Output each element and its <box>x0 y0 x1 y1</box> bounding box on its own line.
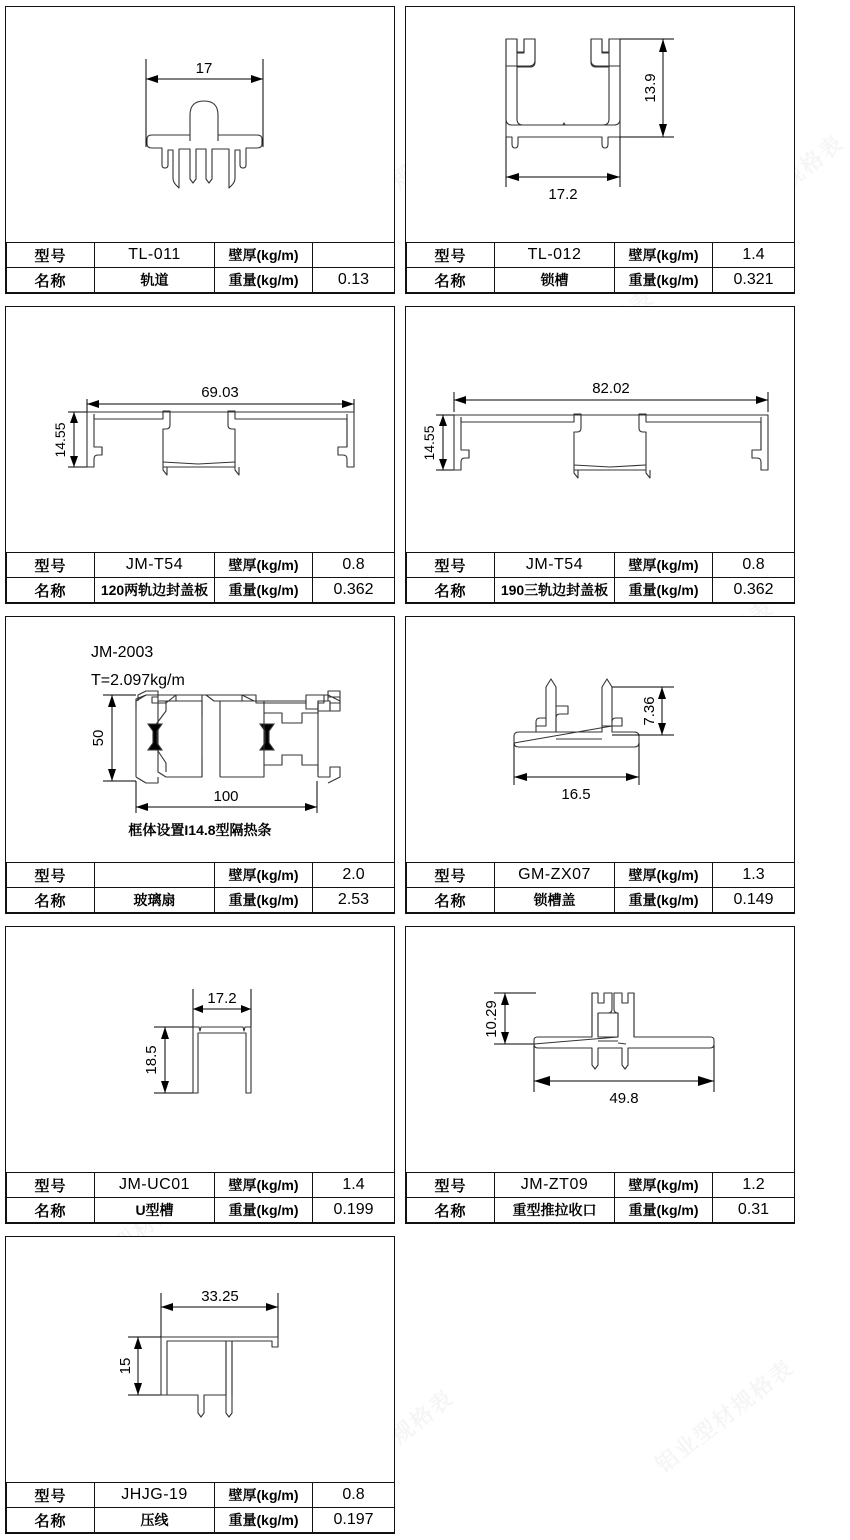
value-name: 120两轨边封盖板 <box>95 578 215 603</box>
dimension-82-02 <box>454 380 768 412</box>
label-thickness: 壁厚(kg/m) <box>615 1173 713 1198</box>
svg-text:15: 15 <box>117 1357 134 1375</box>
table-row <box>7 888 395 913</box>
dimension-10-29 <box>483 993 536 1044</box>
value-name: 锁槽盖 <box>495 888 615 913</box>
value-name: 重型推拉收口 <box>495 1198 615 1223</box>
table-row <box>407 1173 795 1198</box>
value-name: 轨道 <box>95 268 215 293</box>
svg-text:33.25: 33.25 <box>201 1288 239 1305</box>
label-name: 名称 <box>407 578 495 603</box>
spec-table-jm-t54-190 <box>406 552 795 603</box>
label-thickness: 壁厚(kg/m) <box>615 243 713 268</box>
label-name: 名称 <box>407 888 495 913</box>
table-row <box>407 268 795 293</box>
value-weight: 0.321 <box>713 268 795 293</box>
profile-card-jm-t54-190[interactable] <box>405 306 795 604</box>
table-row <box>7 553 395 578</box>
table-row <box>7 1173 395 1198</box>
svg-text:17.2: 17.2 <box>207 990 237 1007</box>
note-model-code: JM-2003 <box>91 644 154 661</box>
profile-drawing-tl-012 <box>406 7 794 242</box>
table-row <box>7 863 395 888</box>
label-model: 型号 <box>407 243 495 268</box>
svg-text:14.55: 14.55 <box>421 425 437 461</box>
dimension-15 <box>117 1337 162 1395</box>
value-name: 锁槽 <box>495 268 615 293</box>
profile-drawing-jm-uc01 <box>6 927 394 1172</box>
profile-drawing-gm-zx07 <box>406 617 794 862</box>
spec-table-tl-012 <box>406 242 795 293</box>
value-weight: 0.362 <box>313 578 395 603</box>
spec-table-jm-zt09 <box>406 1172 795 1223</box>
dimension-17 <box>146 59 263 147</box>
label-model: 型号 <box>7 863 95 888</box>
svg-text:10.29: 10.29 <box>483 1000 500 1038</box>
label-weight: 重量(kg/m) <box>215 268 313 293</box>
value-model: GM-ZX07 <box>495 863 615 888</box>
svg-text:49.8: 49.8 <box>609 1090 639 1107</box>
label-model: 型号 <box>7 1173 95 1198</box>
profile-card-gm-zx07[interactable] <box>405 616 795 914</box>
profile-drawing-jm-t54-190 <box>406 307 794 552</box>
dimension-18-5 <box>143 1027 196 1093</box>
value-weight: 0.199 <box>313 1198 395 1223</box>
dimension-33-25 <box>161 1288 278 1345</box>
profile-card-tl-012[interactable] <box>405 6 795 294</box>
label-thickness: 壁厚(kg/m) <box>615 863 713 888</box>
svg-text:50: 50 <box>90 729 107 747</box>
dimension-14-55 <box>52 412 87 467</box>
svg-text:100: 100 <box>213 788 239 805</box>
value-thickness: 1.4 <box>713 243 795 268</box>
value-thickness <box>313 243 395 268</box>
table-row <box>407 863 795 888</box>
svg-text:17.2: 17.2 <box>548 186 578 203</box>
dimension-50 <box>90 695 136 781</box>
value-thickness: 0.8 <box>313 553 395 578</box>
spec-table-tl-011 <box>6 242 395 293</box>
table-row <box>407 243 795 268</box>
value-weight: 0.362 <box>713 578 795 603</box>
label-model: 型号 <box>407 1173 495 1198</box>
profile-card-jm-zt09[interactable] <box>405 926 795 1224</box>
label-name: 名称 <box>7 268 95 293</box>
dimension-13-9 <box>620 39 674 137</box>
label-thickness: 壁厚(kg/m) <box>215 553 313 578</box>
value-model: TL-011 <box>95 243 215 268</box>
value-thickness: 2.0 <box>313 863 395 888</box>
label-weight: 重量(kg/m) <box>215 1508 313 1533</box>
profile-card-jhjg-19[interactable] <box>5 1236 395 1534</box>
label-name: 名称 <box>407 1198 495 1223</box>
table-row <box>407 888 795 913</box>
spec-table-jhjg-19 <box>6 1482 395 1533</box>
label-weight: 重量(kg/m) <box>615 1198 713 1223</box>
dimension-49-8 <box>534 1044 714 1107</box>
value-thickness: 1.3 <box>713 863 795 888</box>
svg-text:16.5: 16.5 <box>561 786 591 803</box>
label-model: 型号 <box>407 863 495 888</box>
table-row <box>407 1198 795 1223</box>
table-row <box>7 1508 395 1533</box>
label-weight: 重量(kg/m) <box>615 578 713 603</box>
label-model: 型号 <box>7 1483 95 1508</box>
value-name: 压线 <box>95 1508 215 1533</box>
svg-text:7.36: 7.36 <box>641 696 658 726</box>
label-model: 型号 <box>407 553 495 578</box>
value-model: JM-T54 <box>495 553 615 578</box>
dimension-100 <box>136 781 317 813</box>
profile-drawing-tl-011 <box>6 7 394 242</box>
value-model: JHJG-19 <box>95 1483 215 1508</box>
label-thickness: 壁厚(kg/m) <box>215 1173 313 1198</box>
label-name: 名称 <box>7 1508 95 1533</box>
dimension-7-36 <box>612 687 674 735</box>
profile-drawing-jhjg-19 <box>6 1237 394 1482</box>
svg-text:18.5: 18.5 <box>143 1045 160 1075</box>
spec-table-gm-zx07 <box>406 862 795 913</box>
label-thickness: 壁厚(kg/m) <box>215 863 313 888</box>
table-row <box>7 1483 395 1508</box>
table-row <box>407 553 795 578</box>
value-thickness: 1.4 <box>313 1173 395 1198</box>
profile-card-jm-2003[interactable] <box>5 616 395 914</box>
label-weight: 重量(kg/m) <box>615 888 713 913</box>
value-model: JM-T54 <box>95 553 215 578</box>
dimension-17-2 <box>193 989 251 1029</box>
value-name: 190三轨边封盖板 <box>495 578 615 603</box>
profile-card-jm-t54-120[interactable] <box>5 306 395 604</box>
value-weight: 0.13 <box>313 268 395 293</box>
value-weight: 0.149 <box>713 888 795 913</box>
value-name: U型槽 <box>95 1198 215 1223</box>
label-name: 名称 <box>7 1198 95 1223</box>
svg-text:69.03: 69.03 <box>201 384 239 401</box>
dimension-69-03 <box>87 384 354 419</box>
value-thickness: 0.8 <box>313 1483 395 1508</box>
value-weight: 0.197 <box>313 1508 395 1533</box>
svg-text:14.55: 14.55 <box>52 422 68 458</box>
note-weight: T=2.097kg/m <box>91 672 185 689</box>
table-row <box>7 578 395 603</box>
label-weight: 重量(kg/m) <box>215 578 313 603</box>
table-row <box>7 268 395 293</box>
profile-card-jm-uc01[interactable] <box>5 926 395 1224</box>
svg-text:13.9: 13.9 <box>642 73 659 103</box>
profile-drawing-jm-t54-120 <box>6 307 394 552</box>
profile-card-tl-011[interactable] <box>5 6 395 294</box>
label-model: 型号 <box>7 553 95 578</box>
table-row <box>7 1198 395 1223</box>
value-weight: 2.53 <box>313 888 395 913</box>
label-model: 型号 <box>7 243 95 268</box>
profile-drawing-jm-zt09 <box>406 927 794 1172</box>
value-thickness: 1.2 <box>713 1173 795 1198</box>
spec-table-jm-uc01 <box>6 1172 395 1223</box>
svg-text:17: 17 <box>195 60 213 77</box>
value-model: JM-UC01 <box>95 1173 215 1198</box>
spec-table-jm-t54-120 <box>6 552 395 603</box>
label-thickness: 壁厚(kg/m) <box>615 553 713 578</box>
label-thickness: 壁厚(kg/m) <box>215 243 313 268</box>
profile-drawing-jm-2003 <box>6 617 394 862</box>
label-weight: 重量(kg/m) <box>215 1198 313 1223</box>
svg-text:82.02: 82.02 <box>592 380 630 397</box>
label-weight: 重量(kg/m) <box>215 888 313 913</box>
label-name: 名称 <box>7 888 95 913</box>
dimension-16-5 <box>514 743 639 803</box>
table-row <box>407 578 795 603</box>
value-model: TL-012 <box>495 243 615 268</box>
dimension-14-55 <box>421 415 454 470</box>
label-name: 名称 <box>7 578 95 603</box>
table-row <box>7 243 395 268</box>
value-weight: 0.31 <box>713 1198 795 1223</box>
value-model: JM-ZT09 <box>495 1173 615 1198</box>
label-thickness: 壁厚(kg/m) <box>215 1483 313 1508</box>
label-weight: 重量(kg/m) <box>615 268 713 293</box>
note-thermal-break: 框体设置I14.8型隔热条 <box>128 822 272 838</box>
value-thickness: 0.8 <box>713 553 795 578</box>
spec-table-jm-2003 <box>6 862 395 913</box>
label-name: 名称 <box>407 268 495 293</box>
value-name: 玻璃扇 <box>95 888 215 913</box>
value-model <box>95 863 215 888</box>
